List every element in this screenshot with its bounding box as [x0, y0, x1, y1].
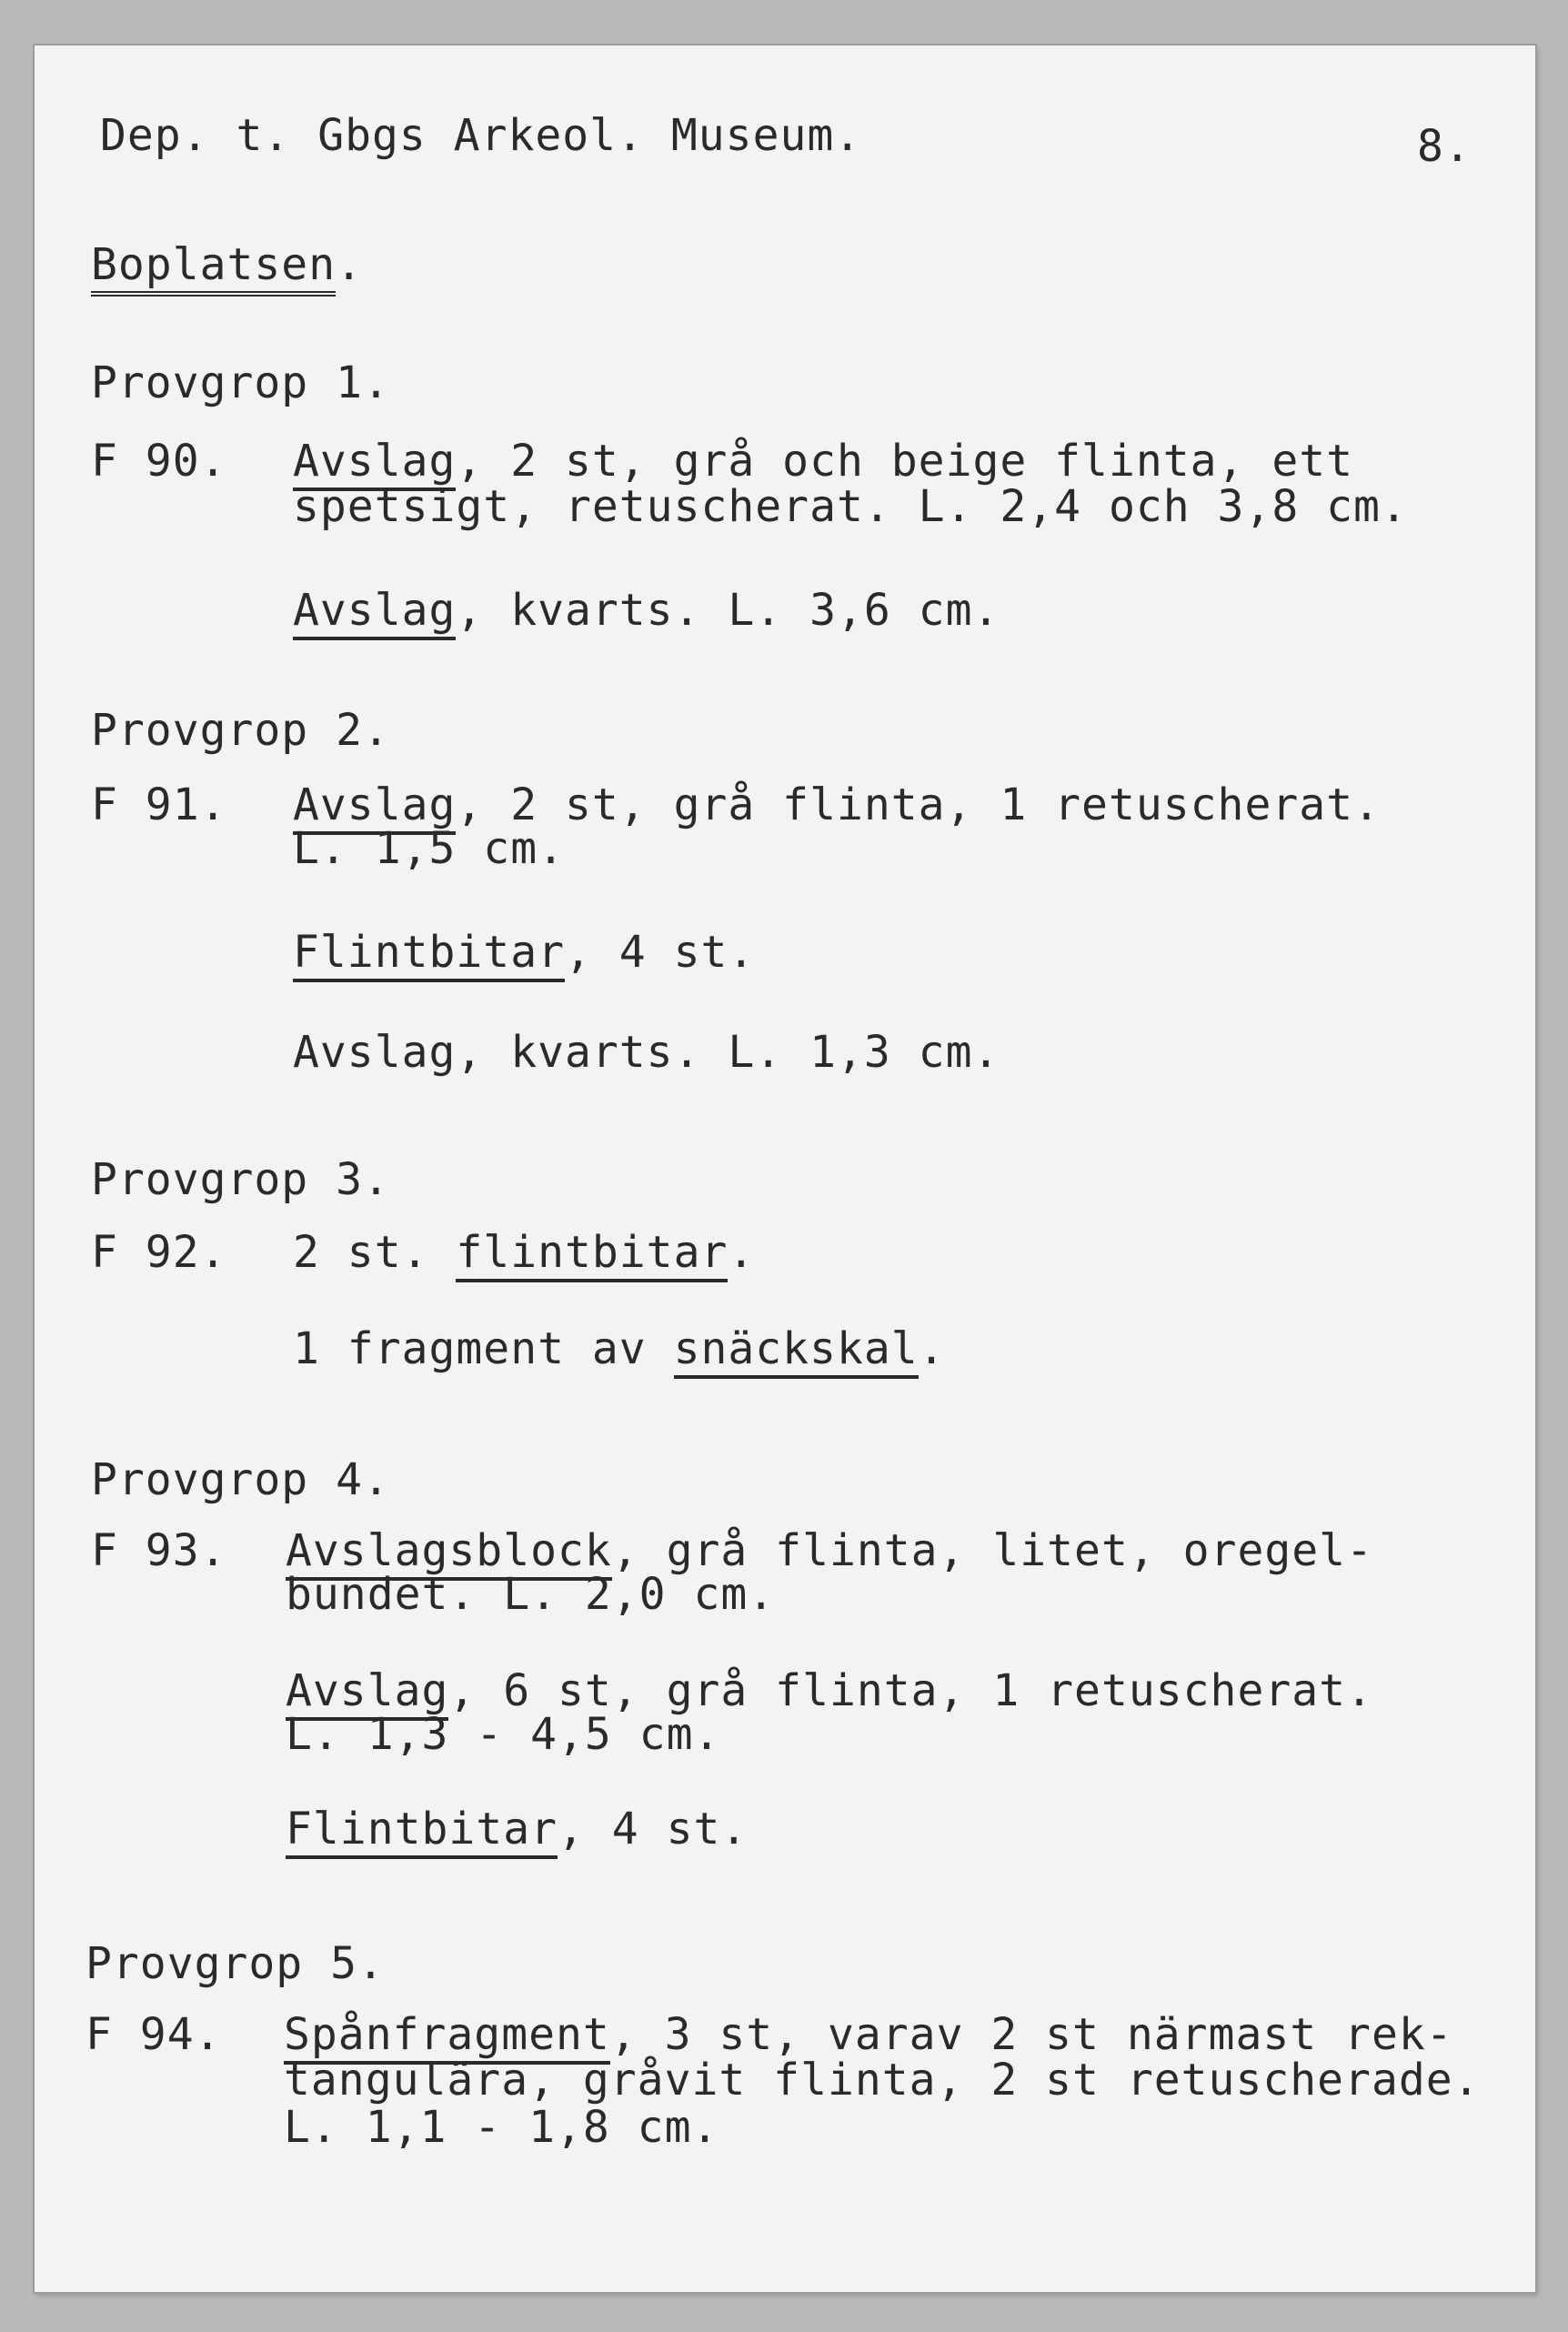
- entry-continuation: L. 1,5 cm.: [293, 823, 565, 874]
- section-heading-suffix: .: [336, 239, 363, 290]
- entry-text: , 4 st.: [564, 927, 756, 978]
- entry-text: , 3 st, varav 2 st närmast rek-: [609, 2009, 1453, 2060]
- entry-term: Avslag: [293, 436, 456, 491]
- find-number: F 93.: [91, 1525, 227, 1576]
- entry-text: , kvarts. L. 3,6 cm.: [456, 585, 1000, 636]
- entry-line: [293, 1324, 946, 1373]
- entry-continuation: bundet. L. 2,0 cm.: [286, 1569, 776, 1620]
- entry-line: [286, 1526, 1373, 1575]
- entry-term: Spånfragment: [284, 2009, 610, 2065]
- entry-line: [286, 1804, 748, 1854]
- entry-term: snäckskal: [674, 1323, 919, 1379]
- find-number: F 91.: [91, 779, 227, 830]
- entry-text: .: [728, 1227, 756, 1278]
- entry-line: [284, 2010, 1453, 2059]
- entry-text: , 4 st.: [557, 1804, 749, 1855]
- entry-term: Avslagsblock: [286, 1525, 612, 1581]
- entry-term: Avslag: [293, 779, 456, 835]
- entry-text: , grå flinta, litet, oregel-: [611, 1525, 1373, 1576]
- entry-term: flintbitar: [456, 1227, 728, 1282]
- archive-index-card: [35, 45, 1535, 2292]
- entry-term: Avslag: [286, 1665, 448, 1721]
- depositor-line: Dep. t. Gbgs Arkeol. Museum.: [100, 110, 862, 161]
- entry-line: [293, 1228, 755, 1277]
- entry-continuation: L. 1,3 - 4,5 cm.: [286, 1709, 721, 1760]
- find-number: F 94.: [85, 2009, 222, 2060]
- entry-term: Flintbitar: [293, 927, 565, 982]
- entry-term: Flintbitar: [286, 1804, 558, 1859]
- entry-text: .: [918, 1323, 946, 1374]
- entry-text: , 2 st, grå och beige flinta, ett: [456, 436, 1354, 487]
- entry-line: [293, 928, 755, 977]
- group-title: Provgrop 4.: [91, 1454, 390, 1505]
- entry-text: , 2 st, grå flinta, 1 retuscherat.: [456, 779, 1381, 830]
- entry-continuation: tangulära, gråvit flinta, 2 st retuscherade.: [284, 2055, 1481, 2106]
- entry-continuation: spetsigt, retuscherat. L. 2,4 och 3,8 cm.: [293, 481, 1408, 532]
- entry-term: Avslag: [293, 585, 456, 640]
- group-title: Provgrop 2.: [91, 705, 390, 756]
- group-title: Provgrop 1.: [91, 357, 390, 408]
- entry-prefix: 1 fragment av: [293, 1323, 674, 1374]
- find-number: F 90.: [91, 436, 227, 487]
- entry-continuation: L. 1,1 - 1,8 cm.: [284, 2102, 719, 2153]
- group-title: Provgrop 5.: [85, 1938, 385, 1989]
- entry-line: Avslag, kvarts. L. 1,3 cm.: [293, 1027, 1000, 1078]
- entry-line: [293, 586, 1000, 635]
- entry-line: [286, 1666, 1373, 1715]
- section-heading-text: Boplatsen: [91, 239, 336, 297]
- entry-text: , 6 st, grå flinta, 1 retuscherat.: [448, 1665, 1373, 1716]
- entry-line: [293, 780, 1381, 829]
- section-heading: [91, 240, 363, 289]
- entry-line: [293, 437, 1353, 486]
- group-title: Provgrop 3.: [91, 1154, 390, 1205]
- page-number: 8.: [1417, 121, 1472, 172]
- find-number: F 92.: [91, 1227, 227, 1278]
- entry-prefix: 2 st.: [293, 1227, 457, 1278]
